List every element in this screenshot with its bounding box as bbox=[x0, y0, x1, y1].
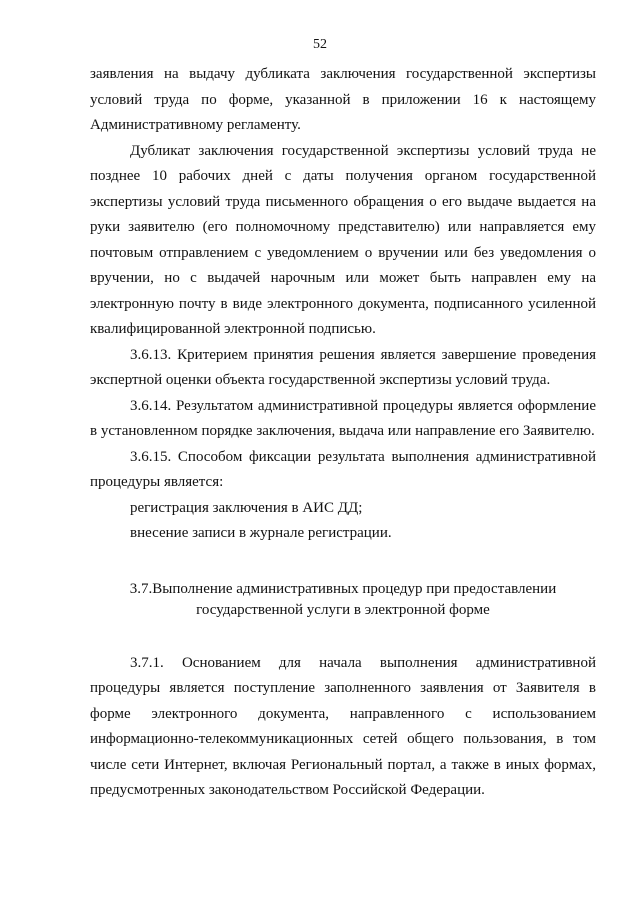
paragraph-3-6-13: 3.6.13. Критерием принятия решения является завершение проведения экспертной оценки объекта государственной экспертизы условий труда. bbox=[90, 346, 596, 388]
page-number: 52 bbox=[313, 37, 327, 52]
section-heading-line-2: государственной услуги в электронной форме bbox=[196, 601, 490, 618]
paragraph-3-7-1: 3.7.1. Основанием для начала выполнения административной процедуры является поступление заполненного заявления от Заявителя в форме электронного документа, направленного с использованием информационно-телекоммуникационных сетей общего пользования, в том числе сети Интернет, включая Региональный портал, а также в иных формах, предусмотренных законодательством Российской Федерации. bbox=[90, 654, 596, 798]
body-text bbox=[90, 62, 596, 804]
paragraph-continuation: заявления на выдачу дубликата заключения государственной экспертизы условий труда по форме, указанной в приложении 16 к настоящему Административному регламенту. bbox=[90, 66, 596, 133]
list-item-journal: внесение записи в журнале регистрации. bbox=[130, 525, 392, 541]
list-item-registration: регистрация заключения в АИС ДД; bbox=[130, 499, 363, 516]
paragraph-3-6-14: 3.6.14. Результатом административной процедуры является оформление в установленном порядке заключения, выдача или направление его Заявителю. bbox=[90, 397, 596, 439]
section-heading-line-1: 3.7.Выполнение административных процедур при предоставлении bbox=[129, 580, 557, 597]
paragraph-duplicate: Дубликат заключения государственной экспертизы условий труда не позднее 10 рабочих дней с даты получения органом государственной экспертизы условий труда письменного обращения о его выдаче выдается на руки заявителю (его полномочному представителю) или направляется ему почтовым отправлением с уведомлением о вручении или без уведомления о вручении, но с выдачей нарочным или может быть направлен ему на электронную почту в виде электронного документа, подписанного усиленной квалифицированной электронной подписью. bbox=[90, 142, 596, 337]
section-heading-3-7 bbox=[90, 579, 596, 621]
paragraph-3-6-15: 3.6.15. Способом фиксации результата выполнения административной процедуры является: bbox=[90, 448, 596, 490]
